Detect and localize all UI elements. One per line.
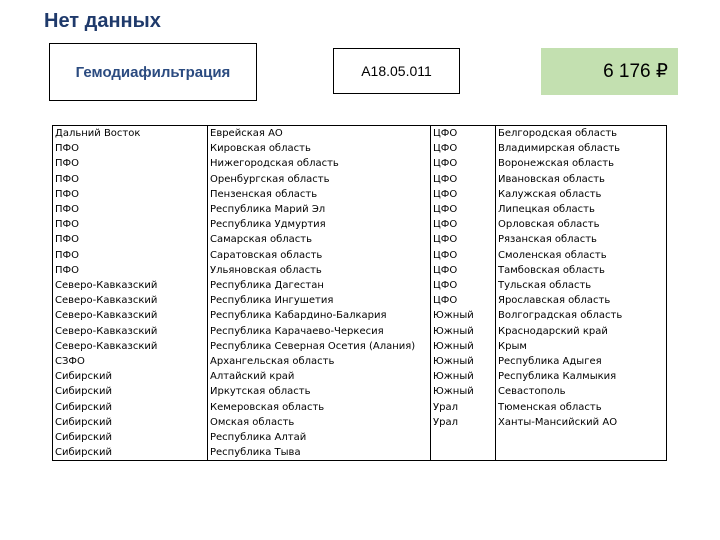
region-cell: Нижегородская область: [208, 156, 431, 171]
table-row: [53, 202, 667, 217]
table-row: [53, 415, 667, 430]
region-cell: Омская область: [208, 415, 431, 430]
table-row: [53, 232, 667, 247]
district-cell-2: Южный: [431, 339, 496, 354]
service-code-box: [333, 48, 460, 94]
district-cell: Дальний Восток: [53, 126, 208, 142]
price-value: 6 176 ₽: [603, 61, 668, 82]
region-cell: Иркутская область: [208, 384, 431, 399]
region-cell: Республика Удмуртия: [208, 217, 431, 232]
table-row: [53, 384, 667, 399]
region-cell-2: Рязанская область: [496, 232, 667, 247]
table-row: [53, 156, 667, 171]
region-cell-2: Ивановская область: [496, 172, 667, 187]
region-cell: Кемеровская область: [208, 400, 431, 415]
district-cell: ПФО: [53, 248, 208, 263]
district-cell: СЗФО: [53, 354, 208, 369]
method-label: Гемодиафильтрация: [75, 63, 231, 81]
district-cell: ПФО: [53, 217, 208, 232]
table-row: [53, 278, 667, 293]
service-code: А18.05.011: [361, 63, 432, 79]
district-cell-2: ЦФО: [431, 156, 496, 171]
table-row: [53, 217, 667, 232]
district-cell-2: ЦФО: [431, 202, 496, 217]
district-cell: ПФО: [53, 187, 208, 202]
region-cell: Республика Карачаево-Черкесия: [208, 324, 431, 339]
district-cell-2: Урал: [431, 400, 496, 415]
region-cell-2: Тамбовская область: [496, 263, 667, 278]
district-cell-2: Южный: [431, 354, 496, 369]
region-cell: Республика Алтай: [208, 430, 431, 445]
district-cell: ПФО: [53, 263, 208, 278]
table-row: [53, 354, 667, 369]
page-title: Нет данных: [44, 10, 161, 32]
district-cell: ПФО: [53, 202, 208, 217]
district-cell-2: Южный: [431, 384, 496, 399]
region-cell: Кировская область: [208, 141, 431, 156]
region-cell-2: Белгородская область: [496, 126, 667, 142]
regions-table: [52, 125, 667, 461]
method-box: [49, 43, 257, 101]
district-cell: Сибирский: [53, 384, 208, 399]
district-cell: Сибирский: [53, 400, 208, 415]
region-cell-2: Республика Калмыкия: [496, 369, 667, 384]
region-cell-2: Крым: [496, 339, 667, 354]
region-cell: Саратовская область: [208, 248, 431, 263]
region-cell-2: Ханты-Мансийский АО: [496, 415, 667, 430]
region-cell-2: Тульская область: [496, 278, 667, 293]
district-cell-2: ЦФО: [431, 293, 496, 308]
region-cell-2: Орловская область: [496, 217, 667, 232]
table-row: [53, 248, 667, 263]
district-cell: Северо-Кавказский: [53, 278, 208, 293]
district-cell-2: ЦФО: [431, 141, 496, 156]
region-cell-2: Воронежская область: [496, 156, 667, 171]
district-cell: ПФО: [53, 156, 208, 171]
table-row: [53, 339, 667, 354]
table-row: [53, 172, 667, 187]
region-cell-2: Тюменская область: [496, 400, 667, 415]
district-cell-2: ЦФО: [431, 263, 496, 278]
region-cell: Республика Марий Эл: [208, 202, 431, 217]
district-cell-2: ЦФО: [431, 187, 496, 202]
region-cell-2: [496, 430, 667, 445]
district-cell-2: [431, 445, 496, 461]
table-row: [53, 126, 667, 142]
table-row: [53, 324, 667, 339]
district-cell: ПФО: [53, 141, 208, 156]
region-cell: Республика Дагестан: [208, 278, 431, 293]
district-cell: Северо-Кавказский: [53, 339, 208, 354]
district-cell-2: Южный: [431, 324, 496, 339]
region-cell-2: Волгоградская область: [496, 308, 667, 323]
region-cell-2: Калужская область: [496, 187, 667, 202]
region-cell-2: Владимирская область: [496, 141, 667, 156]
district-cell-2: ЦФО: [431, 172, 496, 187]
region-cell: Алтайский край: [208, 369, 431, 384]
region-cell: Пензенская область: [208, 187, 431, 202]
region-cell: Самарская область: [208, 232, 431, 247]
region-cell-2: [496, 445, 667, 461]
region-cell: Республика Тыва: [208, 445, 431, 461]
district-cell-2: ЦФО: [431, 248, 496, 263]
district-cell: ПФО: [53, 172, 208, 187]
region-cell: Еврейская АО: [208, 126, 431, 142]
region-cell-2: Смоленская область: [496, 248, 667, 263]
district-cell: Сибирский: [53, 369, 208, 384]
district-cell: Северо-Кавказский: [53, 308, 208, 323]
district-cell-2: ЦФО: [431, 232, 496, 247]
price-box: [541, 48, 678, 95]
district-cell-2: Урал: [431, 415, 496, 430]
table-row: [53, 293, 667, 308]
district-cell-2: [431, 430, 496, 445]
district-cell: Сибирский: [53, 415, 208, 430]
district-cell-2: ЦФО: [431, 126, 496, 142]
region-cell: Ульяновская область: [208, 263, 431, 278]
district-cell: ПФО: [53, 232, 208, 247]
region-cell: Оренбургская область: [208, 172, 431, 187]
district-cell: Сибирский: [53, 445, 208, 461]
table-row: [53, 369, 667, 384]
district-cell-2: Южный: [431, 308, 496, 323]
region-cell-2: Ярославская область: [496, 293, 667, 308]
region-cell-2: Липецкая область: [496, 202, 667, 217]
table-row: [53, 263, 667, 278]
table-row: [53, 187, 667, 202]
region-cell: Республика Ингушетия: [208, 293, 431, 308]
region-cell-2: Севастополь: [496, 384, 667, 399]
district-cell-2: ЦФО: [431, 217, 496, 232]
district-cell: Северо-Кавказский: [53, 293, 208, 308]
table-row: [53, 430, 667, 445]
region-cell-2: Краснодарский край: [496, 324, 667, 339]
district-cell: Сибирский: [53, 430, 208, 445]
district-cell-2: Южный: [431, 369, 496, 384]
table-row: [53, 445, 667, 461]
table-row: [53, 141, 667, 156]
region-cell: Архангельская область: [208, 354, 431, 369]
regions-table-body: [53, 126, 667, 461]
region-cell-2: Республика Адыгея: [496, 354, 667, 369]
region-cell: Республика Северная Осетия (Алания): [208, 339, 431, 354]
table-row: [53, 308, 667, 323]
district-cell-2: ЦФО: [431, 278, 496, 293]
table-row: [53, 400, 667, 415]
region-cell: Республика Кабардино-Балкария: [208, 308, 431, 323]
district-cell: Северо-Кавказский: [53, 324, 208, 339]
